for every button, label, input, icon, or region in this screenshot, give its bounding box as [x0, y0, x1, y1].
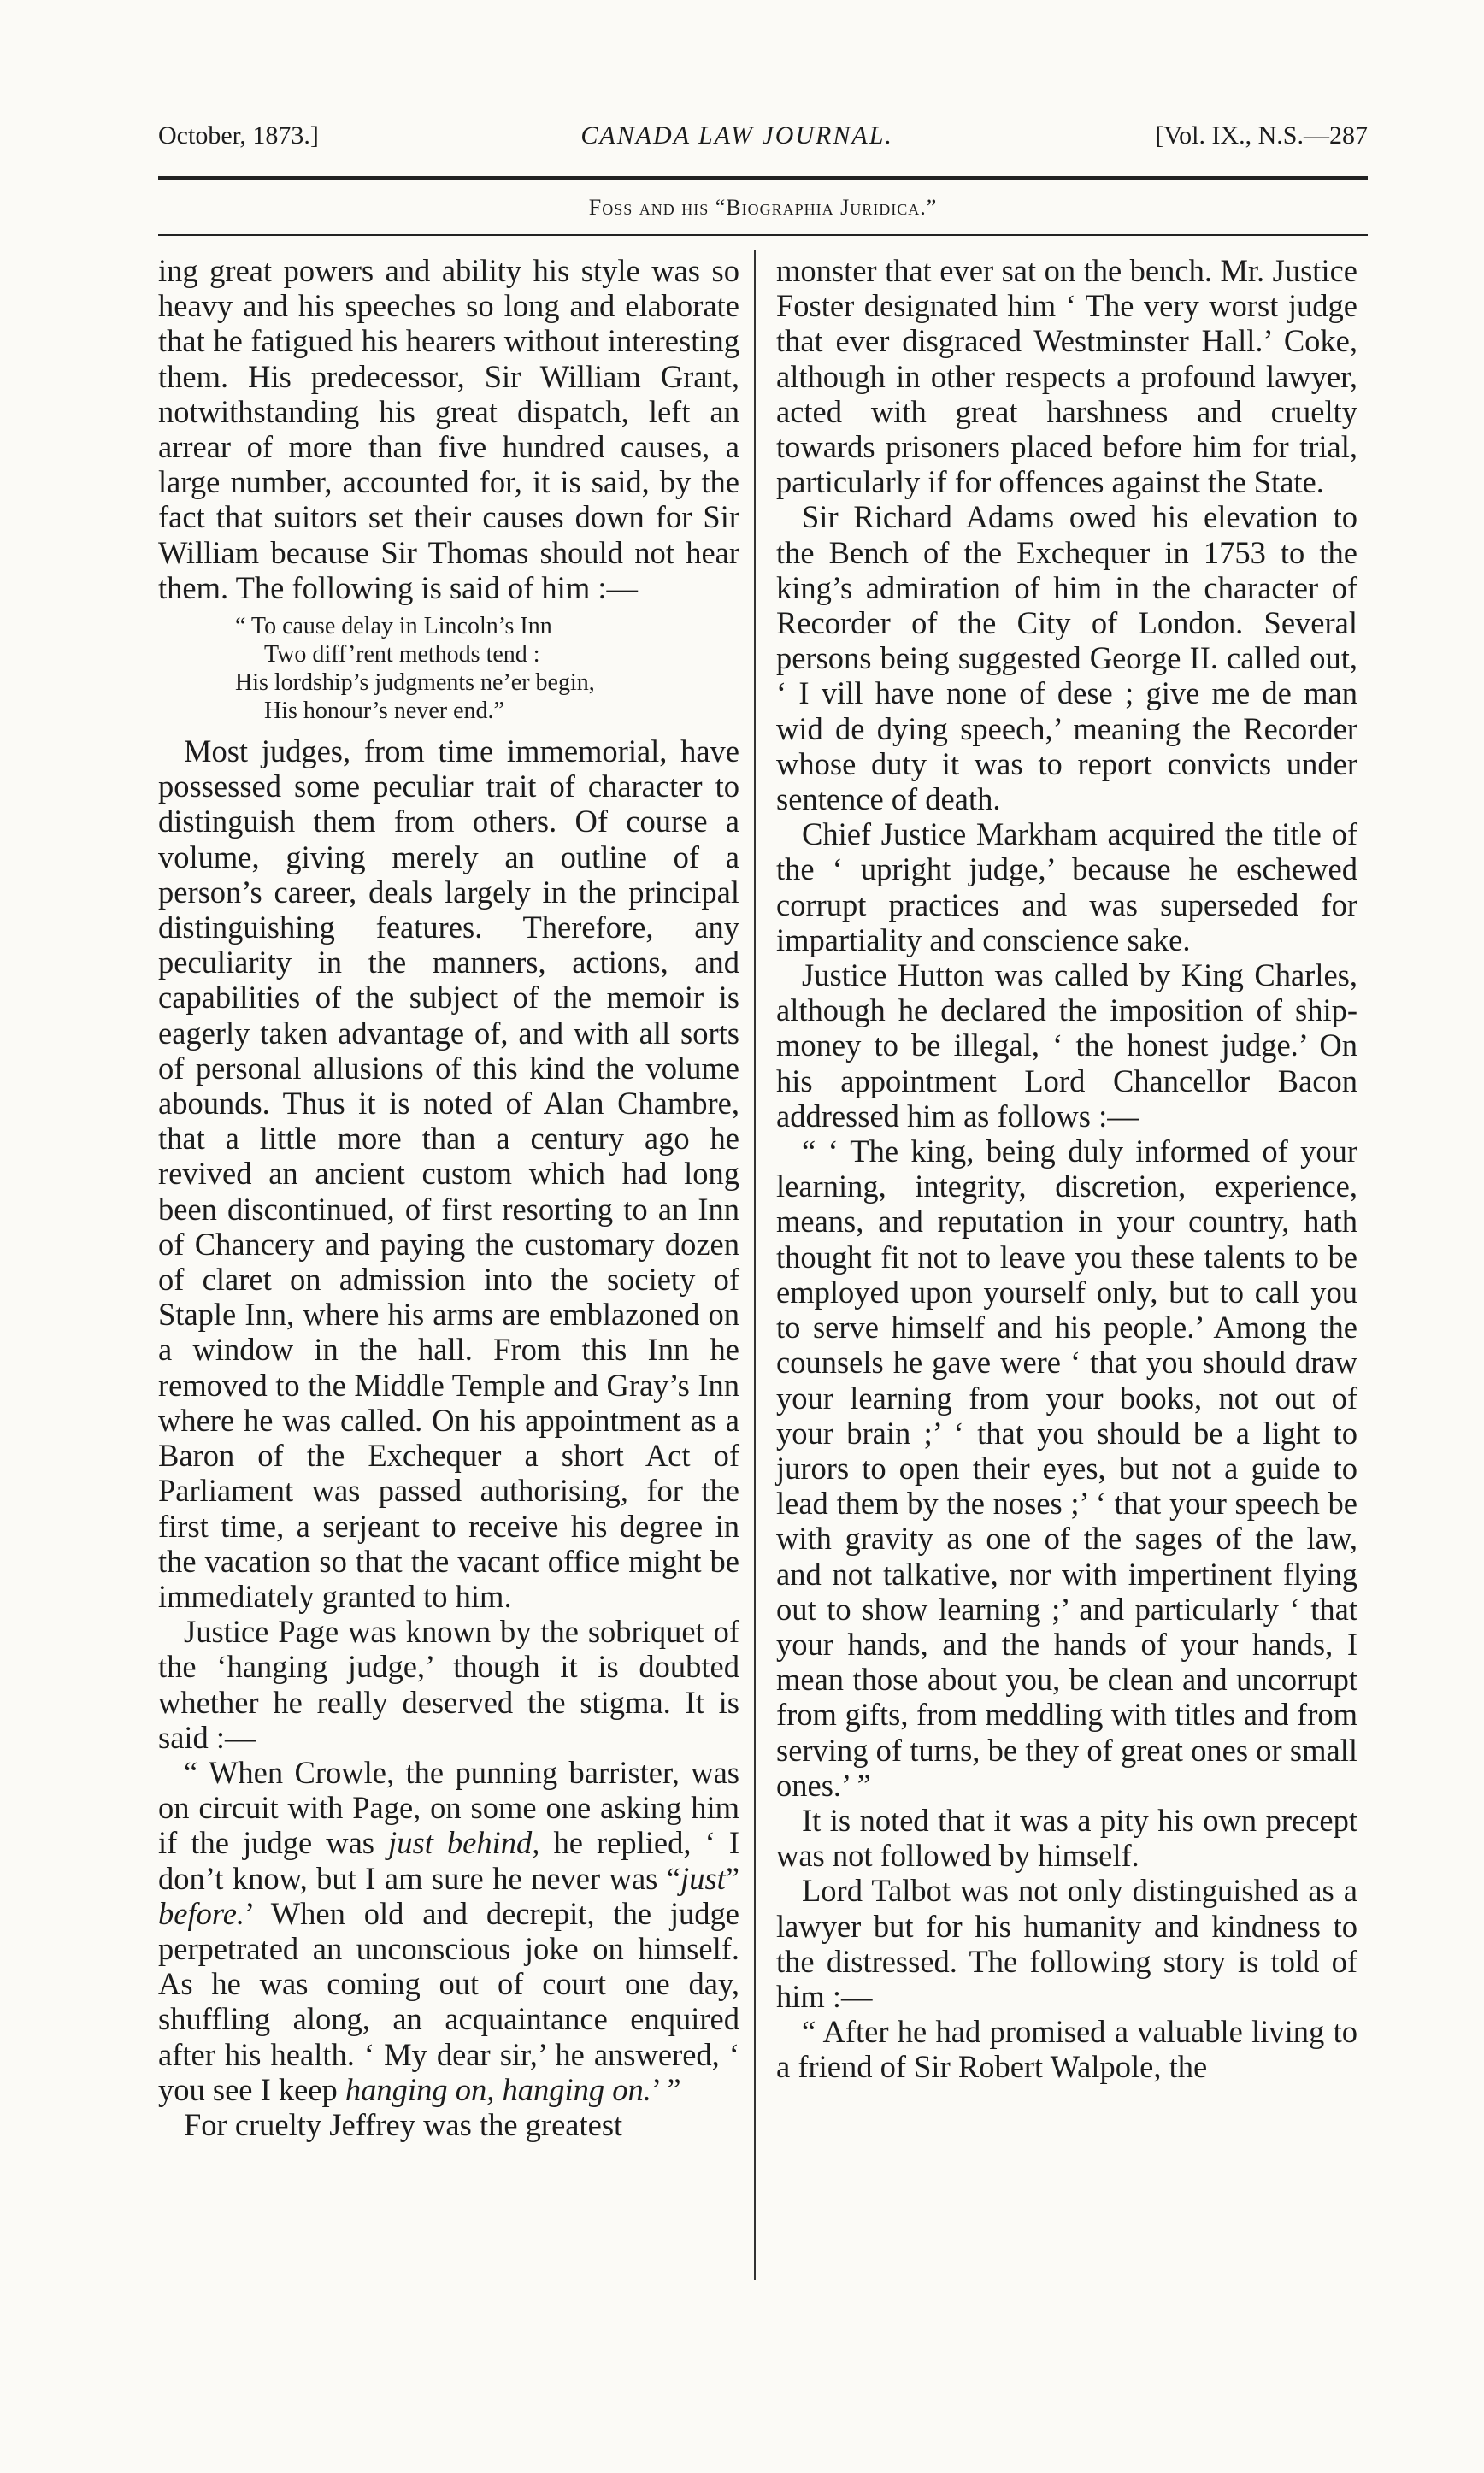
page-header: [158, 121, 1368, 150]
header-volume-page: [Vol. IX., N.S.—287: [1155, 121, 1368, 150]
header-date: October, 1873.]: [158, 121, 319, 150]
p4-text-b: he replied, ‘ I don’t know, but I am sure he never was “: [158, 1825, 739, 1896]
right-paragraph-1: monster that ever sat on the bench. Mr. Justice Foster designated him ‘ The very worst judge that ever disgraced Westminster Hall.’ Coke, although in other respects a profound lawyer, acted with great harshness and cruelty towards prisoners placed before him for trial, particularly if for offences against the State.: [776, 253, 1357, 500]
right-paragraph-8: “ After he had promised a valuable living to a friend of Sir Robert Walpole, the: [776, 2014, 1357, 2085]
verse-line-2: Two diff’rent methods tend :: [264, 641, 540, 668]
p4-italic-1: just behind,: [388, 1825, 540, 1861]
right-paragraph-6: It is noted that it was a pity his own precept was not followed by himself.: [776, 1802, 1357, 1874]
left-paragraph-5: For cruelty Jeffrey was the greatest: [184, 2106, 623, 2142]
right-paragraph-4: Justice Hutton was called by King Charles, although he declared the imposition of ship-money to be illegal, ‘ the honest judge.’ On his appointment Lord Chancellor Bacon addressed him as follows :—: [776, 957, 1357, 1133]
left-paragraph-1: ing great powers and ability his style was so heavy and his speeches so long and elaborate that he fatigued his hearers without interesting them. His predecessor, Sir William Grant, notwithstanding his great dispatch, left an arrear of more than five hundred causes, a large number, accounted for, it is said, by the fact that suitors set their causes down for Sir William because Sir Thomas should not hear them. The following is said of him :—: [158, 253, 739, 605]
p4-italic-3: before.: [158, 1895, 245, 1931]
right-paragraph-5: “ ‘ The king, being duly informed of your learning, integrity, discretion, experience, means, and reputation in your country, hath thought fit not to leave you these talents to be employed upon yourself only, but to call you to serve himself and his people.’ Among the counsels he gave were ‘ that you should draw your learning from your books, not out of your brain ;’ ‘ that you should be a light to jurors to open their eyes, but not a guide to lead them by the noses ;’ ‘ that your speech be with gravity as one of the sages of the law, and not talkative, nor with impertinent flying out to show learning ;’ and particularly ‘ that your hands, and the hands of your hands, I mean those about you, be clean and uncorrupt from gifts, from meddling with titles and from serving of turns, be they of great ones or small ones.’ ”: [776, 1133, 1357, 1803]
p4-text-e: ’ ”: [651, 2071, 681, 2107]
left-paragraph-3: Justice Page was known by the sobriquet of the ‘hanging judge,’ though it is doubted whether he really deserved the stigma. It is said :—: [158, 1614, 739, 1755]
p4-italic-4: hanging on, hanging on.: [344, 2071, 651, 2107]
verse-line-3: His lordship’s judgments ne’er begin,: [235, 669, 595, 697]
header-journal-title: CANADA LAW JOURNAL.: [580, 121, 893, 150]
verse-line-4: His honour’s never end.”: [264, 698, 504, 725]
left-paragraph-4: [158, 1755, 739, 2107]
right-column: [776, 253, 1357, 2085]
verse-block: [235, 612, 739, 725]
column-divider: [754, 250, 756, 2280]
left-paragraph-2: Most judges, from time immemorial, have possessed some peculiar trait of character to distinguish them from others. Of course a volume, giving merely an outline of a person’s career, deals largely in the principal distinguishing features. Therefore, any peculiarity in the manners, actions, and capabilities of the subject of the memoir is eagerly taken advantage of, and with all sorts of personal allusions of this kind the volume abounds. Thus it is noted of Alan Chambre, that a little more than a century ago he revived an ancient custom which had long been discontinued, of first resorting to an Inn of Chancery and paying the customary dozen of claret on admission into the society of Staple Inn, where his arms are emblazoned on a window in the hall. From this Inn he removed to the Middle Temple and Gray’s Inn where he was called. On his appointment as a Baron of the Exchequer a short Act of Parliament was passed authorising, for the first time, a serjeant to receive his degree in the vacation so that the vacant office might be immediately granted to him.: [158, 733, 739, 1614]
verse-line-1: “ To cause delay in Lincoln’s Inn: [235, 613, 552, 640]
header-rule-thick: [158, 176, 1368, 180]
right-paragraph-7: Lord Talbot was not only distinguished as a lawyer but for his humanity and kindness to the distressed. The following story is told of him :—: [776, 1873, 1357, 2014]
p4-italic-2: just: [680, 1860, 726, 1896]
p4-text-a: “ When Crowle, the punning barrister, was on circuit with Page, on some one asking him if the judge was: [158, 1754, 739, 1861]
left-column: [158, 253, 739, 2142]
right-paragraph-3: Chief Justice Markham acquired the title of the ‘ upright judge,’ because he eschewed corrupt practices and was superseded for impartiality and conscience sake.: [776, 816, 1357, 957]
p4-text-d: ’ When old and decrepit, the judge perpetrated an unconscious joke on himself. As he was coming out of court one day, shuffling along, an acquaintance enquired after his health. ‘ My dear sir,’ he answered, ‘ you see I keep: [158, 1895, 739, 2107]
title-rule: [158, 234, 1368, 236]
right-paragraph-2: Sir Richard Adams owed his elevation to the Bench of the Exchequer in 1753 to the king’s admiration of him in the character of Recorder of the City of London. Several persons being suggested George II. called out, ‘ I vill have none of dese ; give me de man wid de dying speech,’ meaning the Recorder whose duty it was to report convicts under sentence of death.: [776, 499, 1357, 817]
running-title: Foss and his “Biographia Juridica.”: [588, 195, 938, 220]
p4-text-c: ”: [725, 1860, 739, 1896]
